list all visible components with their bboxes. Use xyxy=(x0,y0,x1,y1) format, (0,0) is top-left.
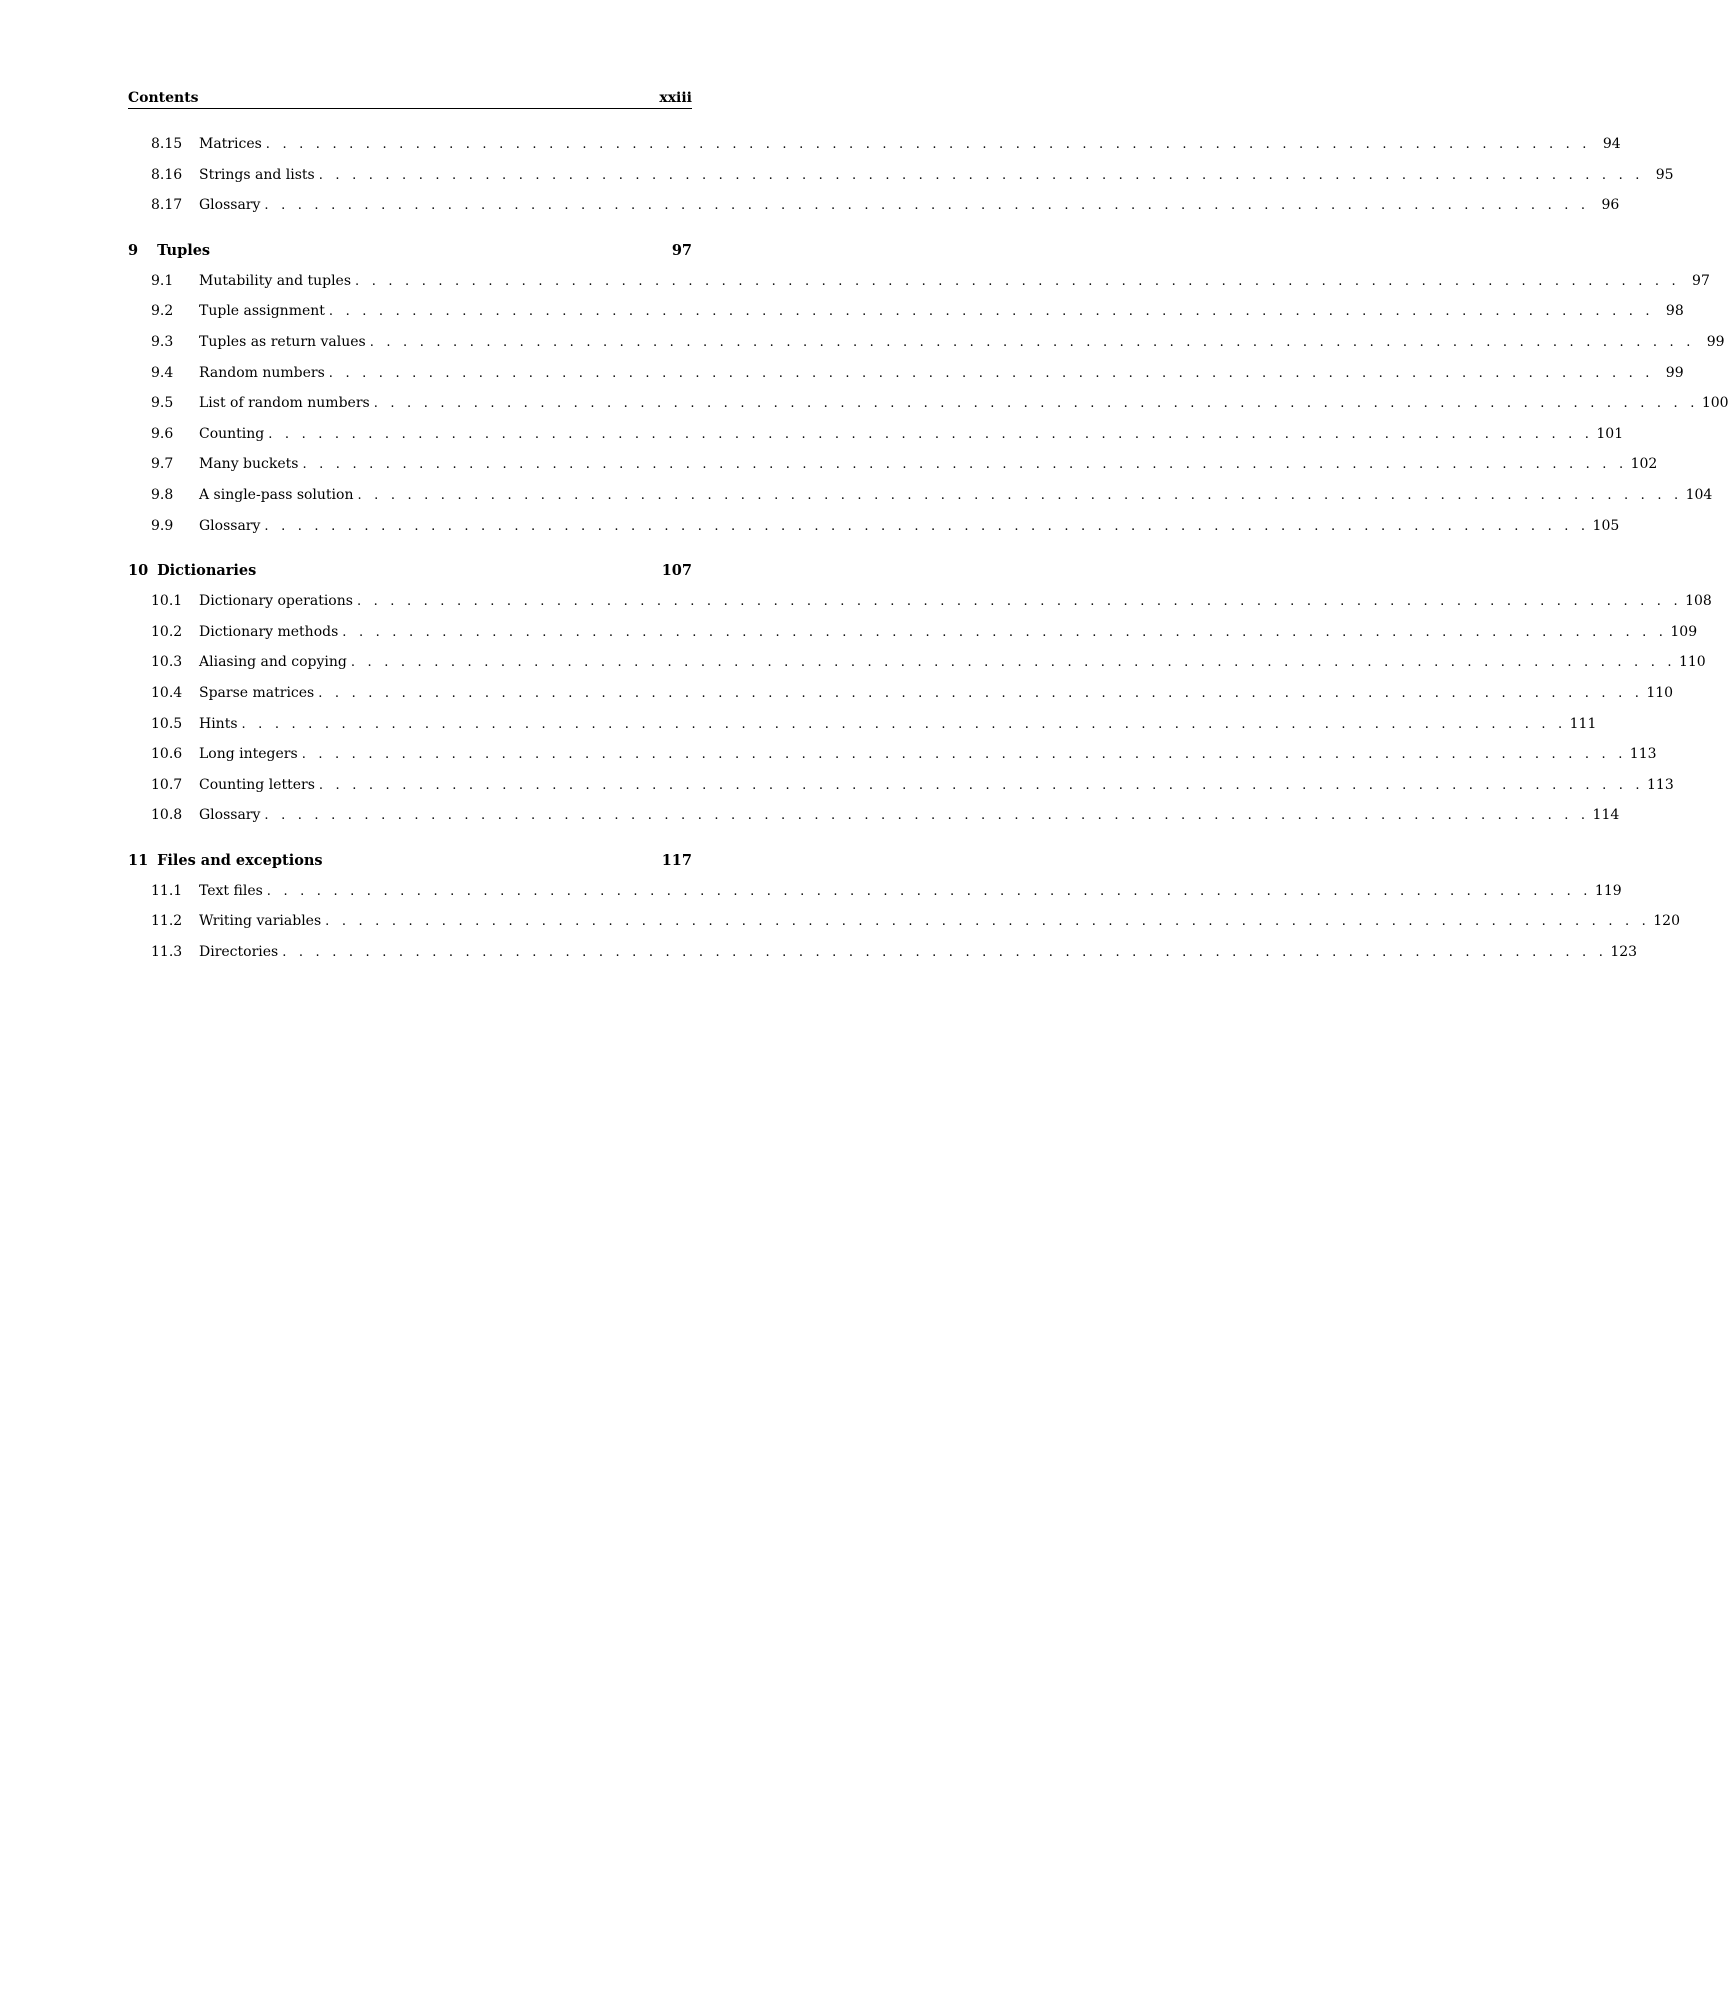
dot-leader: . . . . . . . . . . . . . . . . . . . . . . . . . . . . . . . . . . . . . . . . . . . . . . . . . . . . . . . . . . . . . . . . . . . . . . . . . . . . . . . . xyxy=(369,334,1695,350)
section-title: Long integers xyxy=(199,746,298,763)
dot-leader: . . . . . . . . . . . . . . . . . . . . . . . . . . . . . . . . . . . . . . . . . . . . . . . . . . . . . . . . . . . . . . . . . . . . . . . . . . . . . . . . xyxy=(264,198,1590,214)
chapter-block xyxy=(128,845,1680,968)
section-page-number: 101 xyxy=(1596,425,1624,442)
section-page-number: 109 xyxy=(1670,623,1698,640)
section-number: 8.16 xyxy=(151,166,183,183)
toc-entry[interactable] xyxy=(128,296,1684,327)
dot-leader: . . . . . . . . . . . . . . . . . . . . . . . . . . . . . . . . . . . . . . . . . . . . . . . . . . . . . . . . . . . . . . . . . . . . . . . . . . . . . . . . xyxy=(318,167,1644,183)
dot-leader: . . . . . . . . . . . . . . . . . . . . . . . . . . . . . . . . . . . . . . . . . . . . . . . . . . . . . . . . . . . . . . . . . . . . . . . . . . . . . . . . xyxy=(264,518,1590,534)
section-title: Dictionary methods xyxy=(199,623,339,640)
section-page-number: 102 xyxy=(1630,456,1658,473)
dot-leader: . . . . . . . . . . . . . . . . . . . . . . . . . . . . . . . . . . . . . . . . . . . . . . . . . . . . . . . . . . . . . . . . . . . . . . . . . . . . . . . . xyxy=(350,655,1676,671)
section-page-number: 119 xyxy=(1594,882,1622,899)
toc-entry[interactable] xyxy=(128,511,1620,542)
section-page-number: 113 xyxy=(1647,776,1674,793)
toc-entry[interactable] xyxy=(128,419,1624,450)
running-header xyxy=(128,90,692,109)
toc-entry[interactable] xyxy=(128,770,1674,801)
section-number: 10.4 xyxy=(151,684,183,701)
section-number: 10.7 xyxy=(151,776,183,793)
chapter-block xyxy=(128,555,1712,831)
dot-leader: . . . . . . . . . . . . . . . . . . . . . . . . . . . . . . . . . . . . . . . . . . . . . . . . . . . . . . . . . . . . . . . . . . . . . . . . . . . . . . . . xyxy=(357,487,1683,503)
toc-entry[interactable] xyxy=(128,160,1674,191)
section-title: A single-pass solution xyxy=(199,486,354,503)
chapter-heading[interactable] xyxy=(128,235,692,266)
toc-entry[interactable] xyxy=(128,617,1698,648)
header-page-number: xxiii xyxy=(659,90,692,106)
toc-entry[interactable] xyxy=(128,480,1713,511)
section-title: Counting letters xyxy=(199,776,315,793)
dot-leader: . . . . . . . . . . . . . . . . . . . . . . . . . . . . . . . . . . . . . . . . . . . . . . . . . . . . . . . . . . . . . . . . . . . . . . . . . . . . . . . . xyxy=(282,945,1608,961)
section-page-number: 110 xyxy=(1678,654,1706,671)
chapter-number: 9 xyxy=(128,241,139,259)
chapter-page-number: 107 xyxy=(661,562,692,580)
dot-leader: . . . . . . . . . . . . . . . . . . . . . . . . . . . . . . . . . . . . . . . . . . . . . . . . . . . . . . . . . . . . . . . . . . . . . . . . . . . . . . . . xyxy=(302,457,1628,473)
header-title: Contents xyxy=(128,90,199,106)
chapter-heading[interactable] xyxy=(128,845,692,876)
dot-leader: . . . . . . . . . . . . . . . . . . . . . . . . . . . . . . . . . . . . . . . . . . . . . . . . . . . . . . . . . . . . . . . . . . . . . . . . . . . . . . . . xyxy=(328,365,1654,381)
section-number: 9.6 xyxy=(151,425,174,442)
section-title: Glossary xyxy=(199,807,261,824)
section-number: 11.1 xyxy=(151,882,183,899)
chapter-title: Dictionaries xyxy=(157,562,257,580)
section-title: Tuple assignment xyxy=(199,303,325,320)
section-title: Dictionary operations xyxy=(199,593,353,610)
toc-entry[interactable] xyxy=(128,709,1597,740)
section-number: 9.8 xyxy=(151,486,174,503)
toc-entry[interactable] xyxy=(128,739,1657,770)
section-page-number: 99 xyxy=(1706,333,1725,350)
section-page-number: 100 xyxy=(1701,395,1729,412)
section-page-number: 104 xyxy=(1685,486,1713,503)
chapter-label xyxy=(128,555,256,586)
section-title: Writing variables xyxy=(199,913,322,930)
section-page-number: 114 xyxy=(1592,807,1620,824)
section-page-number: 120 xyxy=(1653,913,1680,930)
toc-entry[interactable] xyxy=(128,129,1621,160)
chapter-label xyxy=(128,235,210,266)
chapter-block xyxy=(128,235,1729,541)
section-page-number: 94 xyxy=(1602,136,1621,152)
section-number: 11.3 xyxy=(151,944,183,961)
dot-leader: . . . . . . . . . . . . . . . . . . . . . . . . . . . . . . . . . . . . . . . . . . . . . . . . . . . . . . . . . . . . . . . . . . . . . . . . . . . . . . . . xyxy=(301,747,1627,763)
section-title: Glossary xyxy=(199,517,261,534)
dot-leader: . . . . . . . . . . . . . . . . . . . . . . . . . . . . . . . . . . . . . . . . . . . . . . . . . . . . . . . . . . . . . . . . . . . . . . . . . . . . . . . . xyxy=(318,777,1644,793)
chapter-heading[interactable] xyxy=(128,555,692,586)
section-page-number: 99 xyxy=(1665,364,1684,381)
section-title: Directories xyxy=(199,944,279,961)
section-number: 9.1 xyxy=(151,272,174,289)
section-title: Counting xyxy=(199,425,265,442)
chapter-number: 11 xyxy=(128,851,149,869)
section-number: 11.2 xyxy=(151,913,183,930)
toc-entry[interactable] xyxy=(128,327,1725,358)
dot-leader: . . . . . . . . . . . . . . . . . . . . . . . . . . . . . . . . . . . . . . . . . . . . . . . . . . . . . . . . . . . . . . . . . . . . . . . . . . . . . . . . xyxy=(328,304,1654,320)
dot-leader: . . . . . . . . . . . . . . . . . . . . . . . . . . . . . . . . . . . . . . . . . . . . . . . . . . . . . . . . . . . . . . . . . . . . . . . . . . . . . . . . xyxy=(342,624,1668,640)
section-title: List of random numbers xyxy=(199,395,370,412)
section-page-number: 110 xyxy=(1646,684,1674,701)
section-number: 9.7 xyxy=(151,456,174,473)
section-page-number: 105 xyxy=(1592,517,1620,534)
toc-entry[interactable] xyxy=(128,266,1710,297)
chapter-page-number: 117 xyxy=(661,851,692,869)
dot-leader: . . . . . . . . . . . . . . . . . . . . . . . . . . . . . . . . . . . . . . . . . . . . . . . . . . . . . . . . . . . . . . . . . . . . . . . . . . . . . . . . xyxy=(355,273,1680,289)
section-number: 10.5 xyxy=(151,715,183,732)
dot-leader: . . . . . . . . . . . . . . . . . . . . . . . . . . . . . . . . . . . . . . . . . . . . . . . . . . . . . . . . . . . . . . . . . . . . . . . . . . . . . . . . xyxy=(268,426,1594,442)
table-of-contents xyxy=(128,129,1729,982)
section-number: 10.2 xyxy=(151,623,183,640)
section-number: 9.2 xyxy=(151,303,174,320)
section-title: Tuples as return values xyxy=(199,333,366,350)
chapter-label xyxy=(128,845,323,876)
section-page-number: 123 xyxy=(1610,944,1638,961)
toc-entry[interactable] xyxy=(128,937,1638,968)
toc-entry[interactable] xyxy=(128,449,1658,480)
section-number: 9.3 xyxy=(151,333,174,350)
toc-entry[interactable] xyxy=(128,876,1622,907)
section-title: Glossary xyxy=(199,197,261,214)
section-page-number: 95 xyxy=(1655,166,1674,183)
section-page-number: 111 xyxy=(1569,715,1597,732)
section-page-number: 96 xyxy=(1601,197,1620,214)
section-title: Random numbers xyxy=(199,364,325,381)
section-number: 8.17 xyxy=(151,197,183,214)
toc-entry[interactable] xyxy=(128,358,1684,389)
section-number: 10.6 xyxy=(151,746,183,763)
section-number: 9.5 xyxy=(151,395,174,412)
section-page-number: 98 xyxy=(1665,303,1684,320)
section-title: Hints xyxy=(199,715,238,732)
section-number: 9.4 xyxy=(151,364,174,381)
chapter-page-number: 97 xyxy=(671,241,692,259)
section-title: Text files xyxy=(199,882,263,899)
section-page-number: 113 xyxy=(1629,746,1657,763)
toc-entry[interactable] xyxy=(128,190,1620,221)
section-title: Many buckets xyxy=(199,456,299,473)
dot-leader: . . . . . . . . . . . . . . . . . . . . . . . . . . . . . . . . . . . . . . . . . . . . . . . . . . . . . . . . . . . . . . . . . . . . . . . . . . . . . . . . xyxy=(356,594,1682,610)
dot-leader: . . . . . . . . . . . . . . . . . . . . . . . . . . . . . . . . . . . . . . . . . . . . . . . . . . . . . . . . . . . . . . . . . . . . . . . . . . . . . . . . xyxy=(266,883,1592,899)
section-title: Mutability and tuples xyxy=(199,272,352,289)
chapter-title: Files and exceptions xyxy=(157,851,323,869)
section-title: Aliasing and copying xyxy=(199,654,347,671)
dot-leader: . . . . . . . . . . . . . . . . . . . . . . . . . . . . . . . . . . . . . . . . . . . . . . . . . . . . . . . . . . . . . . . . . . . . . . . . . . . . . . . . xyxy=(265,137,1591,152)
chapter-number: 10 xyxy=(128,562,149,580)
dot-leader: . . . . . . . . . . . . . . . . . . . . . . . . . . . . . . . . . . . . . . . . . . . . . . . . . . . . . . . . . . . . . . . . . . . . . . . . . . . . . . . . xyxy=(318,685,1644,701)
section-number: 10.3 xyxy=(151,654,183,671)
dot-leader: . . . . . . . . . . . . . . . . . . . . . . . . . . . . . . . . . . . . . . . . . . . . . . . . . . . . . . . . . . . . . . . . . . . . . . . . . . . . . . . . xyxy=(373,396,1699,412)
section-number: 10.1 xyxy=(151,593,183,610)
toc-entry[interactable] xyxy=(128,647,1706,678)
toc-entry[interactable] xyxy=(128,678,1674,709)
section-title: Matrices xyxy=(199,136,262,152)
chapter-title: Tuples xyxy=(157,241,211,259)
section-number: 10.8 xyxy=(151,807,183,824)
dot-leader: . . . . . . . . . . . . . . . . . . . . . . . . . . . . . . . . . . . . . . . . . . . . . . . . . . . . . . . . . . . . . . . . . . . . . . . . . . . . . . . . xyxy=(264,808,1590,824)
section-title: Strings and lists xyxy=(199,166,315,183)
section-page-number: 108 xyxy=(1685,593,1712,610)
section-title: Sparse matrices xyxy=(199,684,315,701)
dot-leader: . . . . . . . . . . . . . . . . . . . . . . . . . . . . . . . . . . . . . . . . . . . . . . . . . . . . . . . . . . . . . . . . . . . . . . . . . . . . . . . . xyxy=(241,716,1567,732)
section-number: 9.9 xyxy=(151,517,174,534)
section-page-number: 97 xyxy=(1692,272,1710,289)
toc-entry[interactable] xyxy=(128,906,1680,937)
continued-sections xyxy=(128,129,1674,221)
toc-entry[interactable] xyxy=(128,800,1620,831)
section-number: 8.15 xyxy=(151,136,183,152)
dot-leader: . . . . . . . . . . . . . . . . . . . . . . . . . . . . . . . . . . . . . . . . . . . . . . . . . . . . . . . . . . . . . . . . . . . . . . . . . . . . . . . . xyxy=(325,914,1650,930)
toc-entry[interactable] xyxy=(128,388,1729,419)
toc-entry[interactable] xyxy=(128,586,1712,617)
